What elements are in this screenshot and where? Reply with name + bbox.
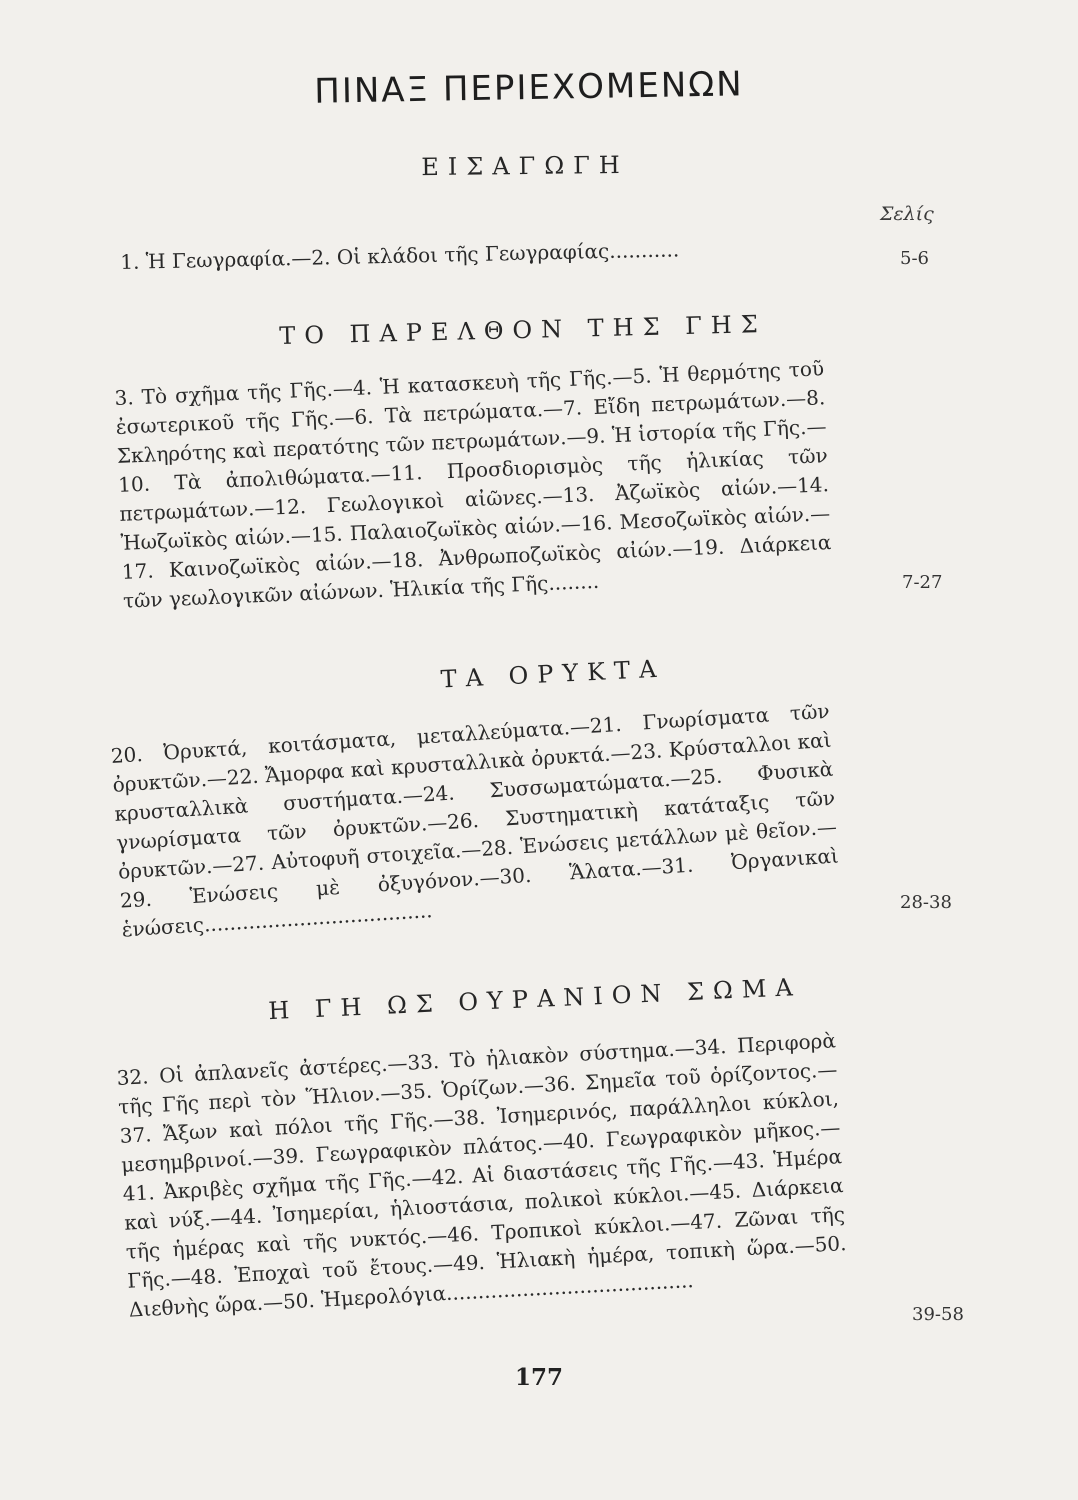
section-heading-introduction: ΕΙΣΑΓΩΓΗ (421, 150, 629, 182)
section-heading-past-of-earth: ΤΟ ΠΑΡΕΛΘΟΝ ΤΗΣ ΓΗΣ (278, 310, 768, 350)
toc-entry-minerals: 20. Ὀρυκτά, κοιτάσματα, μεταλλεύματα.—21. Γνωρίσματα τῶν ὀρυκτῶν.—22. Ἄμορφα καὶ κρυσταλλικὰ ὀρυκτά.—23. Κρύσταλλοι καὶ κρυσταλλικὰ συστήματα.—24. Συσσωματώματα.—25. Φυσικὰ γνωρίσματα τῶν ὀρυκτῶν.—26. Συστηματικὴ κατάταξις τῶν ὀρυκτῶν.—27. Αὐτοφυῆ στοιχεῖα.—28. Ἑνώσεις μετάλλων μὲ θεῖον.—29. Ἑνώσεις μὲ ὀξυγόνον.—30. Ἅλατα.—31. Ὀργανικαὶ ἑνώσεις.................................... (110, 698, 840, 942)
page-range-minerals: 28-38 (900, 892, 952, 913)
toc-entry-past-of-earth: 3. Τὸ σχῆμα τῆς Γῆς.—4. Ἡ κατασκευὴ τῆς Γῆς.—5. Ἡ θερμότης τοῦ ἐσωτερικοῦ τῆς Γῆς.—6. Τὰ πετρώματα.—7. Εἴδη πετρωμάτων.—8. Σκληρότης καὶ περατότης τῶν πετρωμάτων.—9. Ἡ ἱστορία τῆς Γῆς.—10. Τὰ ἀπολιθώματα.—11. Προσδιορισμὸς τῆς ἡλικίας τῶν πετρωμάτων.—12. Γεωλογικοὶ αἰῶνες.—13. Ἀζωϊκὸς αἰών.—14. Ἠωζωϊκὸς αἰών.—15. Παλαιοζωϊκὸς αἰών.—16. Μεσοζωϊκὸς αἰών.—17. Καινοζωϊκὸς αἰών.—18. Ἀνθρωποζωϊκὸς αἰών.—19. Διάρκεια τῶν γεωλογικῶν αἰώνων. Ἡλικία τῆς Γῆς........ (114, 356, 832, 613)
section-heading-minerals: ΤΑ ΟΡΥΚΤΑ (439, 654, 667, 694)
page-title: ΠΙΝΑΞ ΠΕΡΙΕΧΟΜΕΝΩΝ (313, 64, 744, 112)
page-range-introduction: 5-6 (900, 248, 929, 269)
page-range-past-of-earth: 7-27 (902, 572, 943, 593)
page-number: 177 (514, 1364, 563, 1391)
pages-column-header: Σελίς (880, 203, 934, 225)
page-range-earth-as-celestial-body: 39-58 (912, 1304, 964, 1325)
toc-entry-earth-as-celestial-body: 32. Οἱ ἀπλανεῖς ἀστέρες.—33. Τὸ ἡλιακὸν σύστημα.—34. Περιφορὰ τῆς Γῆς περὶ τὸν Ἥλιον.—35. Ὁρίζων.—36. Σημεῖα τοῦ ὁρίζοντος.—37. Ἄξων καὶ πόλοι τῆς Γῆς.—38. Ἰσημερινός, παράλληλοι κύκλοι, μεσημβρινοί.—39. Γεωγραφικὸν πλάτος.—40. Γεωγραφικὸν μῆκος.—41. Ἀκριβὲς σχῆμα τῆς Γῆς.—42. Αἱ διαστάσεις τῆς Γῆς.—43. Ἡμέρα καὶ νύξ.—44. Ἰσημερίαι, ἡλιοστάσια, πολικοὶ κύκλοι.—45. Διάρκεια τῆς ἡμέρας καὶ τῆς νυκτός.—46. Τροπικοὶ κύκλοι.—47. Ζῶναι τῆς Γῆς.—48. Ἐποχαὶ τοῦ ἔτους.—49. Ἡλιακὴ ἡμέρα, τοπικὴ ὥρα.—50. Διεθνὴς ὥρα.—50. Ἡμερολόγια....................................... (116, 1028, 847, 1322)
toc-entry-introduction: 1. Ἡ Γεωγραφία.—2. Οἱ κλάδοι τῆς Γεωγραφίας........... (120, 237, 680, 274)
section-heading-earth-as-celestial-body: Η ΓΗ ΩΣ ΟΥΡΑΝΙΟΝ ΣΩΜΑ (267, 972, 803, 1026)
